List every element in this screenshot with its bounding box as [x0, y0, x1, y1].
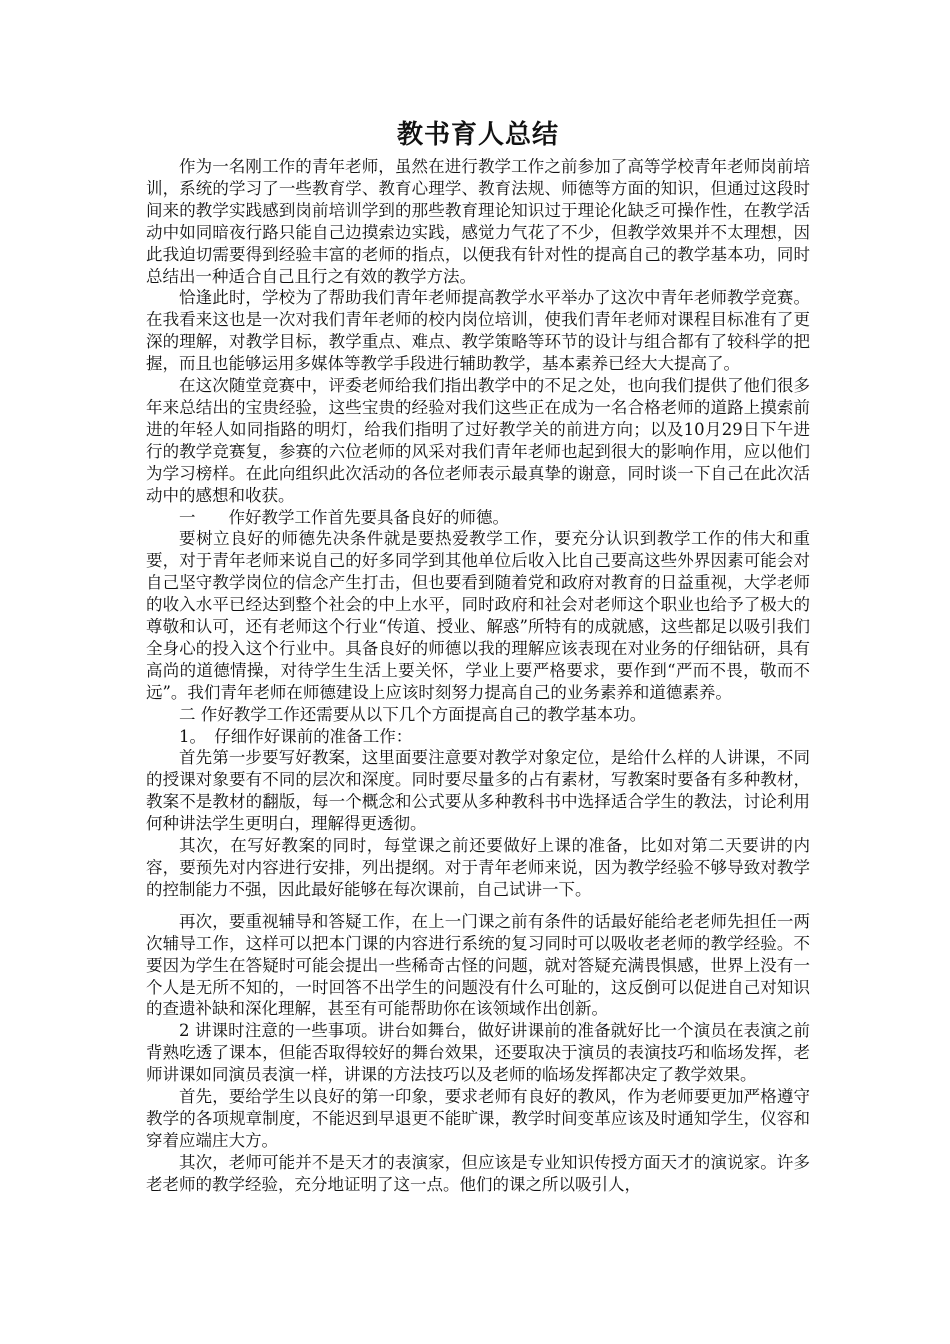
document-page [146, 118, 810, 1196]
paragraph-intro: 作为一名刚工作的青年老师，虽然在进行教学工作之前参加了高等学校青年老师岗前培训，系统的学习了一些教育学、教育心理学、教育法规、师德等方面的知识，但通过这段时间来的教学实践感到岗前培训学到的那些教育理论知识过于理论化缺乏可操作性，在教学活动中如同暗夜行路只能自己边摸索边实践，感觉力气花了不少，但教学效果并不太理想，因此我迫切需要得到经验丰富的老师的指点，以便我有针对性的提高自己的教学基本功，同时总结出一种适合自己且行之有效的教学方法。 [146, 157, 810, 286]
paragraph-competition: 恰逢此时，学校为了帮助我们青年老师提高教学水平举办了这次中青年老师教学竞赛。在我看来这也是一次对我们青年老师的校内岗位培训，使我们青年老师对课程目标准有了更深的理解，对教学目标，教学重点、难点、教学策略等环节的设计与组合都有了较科学的把握，而且也能够运用多媒体等教学手段进行辅助教学，基本素养已经大大提高了。 [146, 288, 810, 374]
paragraph-preparation: 其次，在写好教案的同时，每堂课之前还要做好上课的准备，比如对第二天要讲的内容，要预先对内容进行安排，列出提纲。对于青年老师来说，因为教学经验不够导致对教学的控制能力不强，因此最好能够在每次课前，自己试讲一下。 [146, 836, 810, 899]
heading-section-two: 二 作好教学工作还需要从以下几个方面提高自己的教学基本功。 [179, 704, 647, 724]
paragraph-tutoring: 再次，要重视辅导和答疑工作，在上一门课之前有条件的话最好能给老老师先担任一两次辅导工作，这样可以把本门课的内容进行系统的复习同时可以吸收老老师的教学经验。不要因为学生在答疑时可能会提出一些稀奇古怪的问题，就对答疑充满畏惧感，世界上没有一个人是无所不知的，一时回答不出学生的问题没有什么可耻的，这反倒可以促进自己对知识的查遗补缺和深化理解，甚至有可能帮助你在该领域作出创新。 [146, 911, 810, 1019]
paragraph-lesson-plan: 首先第一步要写好教案，这里面要注意要对教学对象定位，是给什么样的人讲课，不同的授课对象要有不同的层次和深度。同时要尽量多的占有素材，写教案时要备有多种教材，教案不是教材的翻版，每一个概念和公式要从多种教科书中选择适合学生的教法，讨论利用何种讲法学生更明白，理解得更透彻。 [146, 748, 810, 834]
heading-item-one: 1。 仔细作好课前的准备工作： [179, 726, 413, 746]
document-title: 教书育人总结 [396, 120, 559, 150]
paragraph-ethics: 要树立良好的师德先决条件就是要热爱教学工作，要充分认识到教学工作的伟大和重要，对于青年老师来说自己的好多同学到其他单位后收入比自己要高这些外界因素可能会对自己坚守教学岗位的信念产生打击，但也要看到随着党和政府对教育的日益重视，大学老师的收入水平已经达到整个社会的中上水平，同时政府和社会对老师这个职业也给予了极大的尊敬和认可，还有老师这个行业“传道、授业、解惑”所特有的成就感，这些都足以吸引我们全身心的投入这个行业中。具备良好的师德以我的理解应该表现在对业务的仔细钻研，具有高尚的道德情操，对待学生生活上要关怀，学业上要严格要求，要作到“严而不畏，敬而不远”。我们青年老师在师德建设上应该时刻努力提高自己的业务素养和道德素养。 [146, 529, 810, 702]
paragraph-first-impression: 首先，要给学生以良好的第一印象，要求老师有良好的教风，作为老师要更加严格遵守教学的各项规章制度，不能迟到早退更不能旷课，教学时间变革应该及时通知学生，仪容和穿着应端庄大方。 [146, 1087, 810, 1150]
heading-section-one: 一 作好教学工作首先要具备良好的师德。 [179, 507, 509, 527]
paragraph-lecture-notes: 2 讲课时注意的一些事项。讲台如舞台，做好讲课前的准备就好比一个演员在表演之前背熟吃透了课本，但能否取得较好的舞台效果，还要取决于演员的表演技巧和临场发挥，老师讲课如同演员表演一样，讲课的方法技巧以及老师的临场发挥都决定了教学效果。 [146, 1021, 810, 1085]
paragraph-feedback: 在这次随堂竞赛中，评委老师给我们指出教学中的不足之处，也向我们提供了他们很多年来总结出的宝贵经验，这些宝贵的经验对我们这些正在成为一名合格老师的道路上摸索前进的年轻人如同指路的明灯，给我们指明了过好教学关的前进方向；以及10月29日下午进行的教学竞赛复，参赛的六位老师的风采对我们青年老师也起到很大的影响作用，应以他们为学习榜样。在此向组织此次活动的各位老师表示最真挚的谢意，同时谈一下自己在此次活动中的感想和收获。 [146, 376, 810, 505]
paragraph-speaker: 其次，老师可能并不是天才的表演家，但应该是专业知识传授方面天才的演说家。许多老老师的教学经验，充分地证明了这一点。他们的课之所以吸引人， [146, 1152, 810, 1194]
